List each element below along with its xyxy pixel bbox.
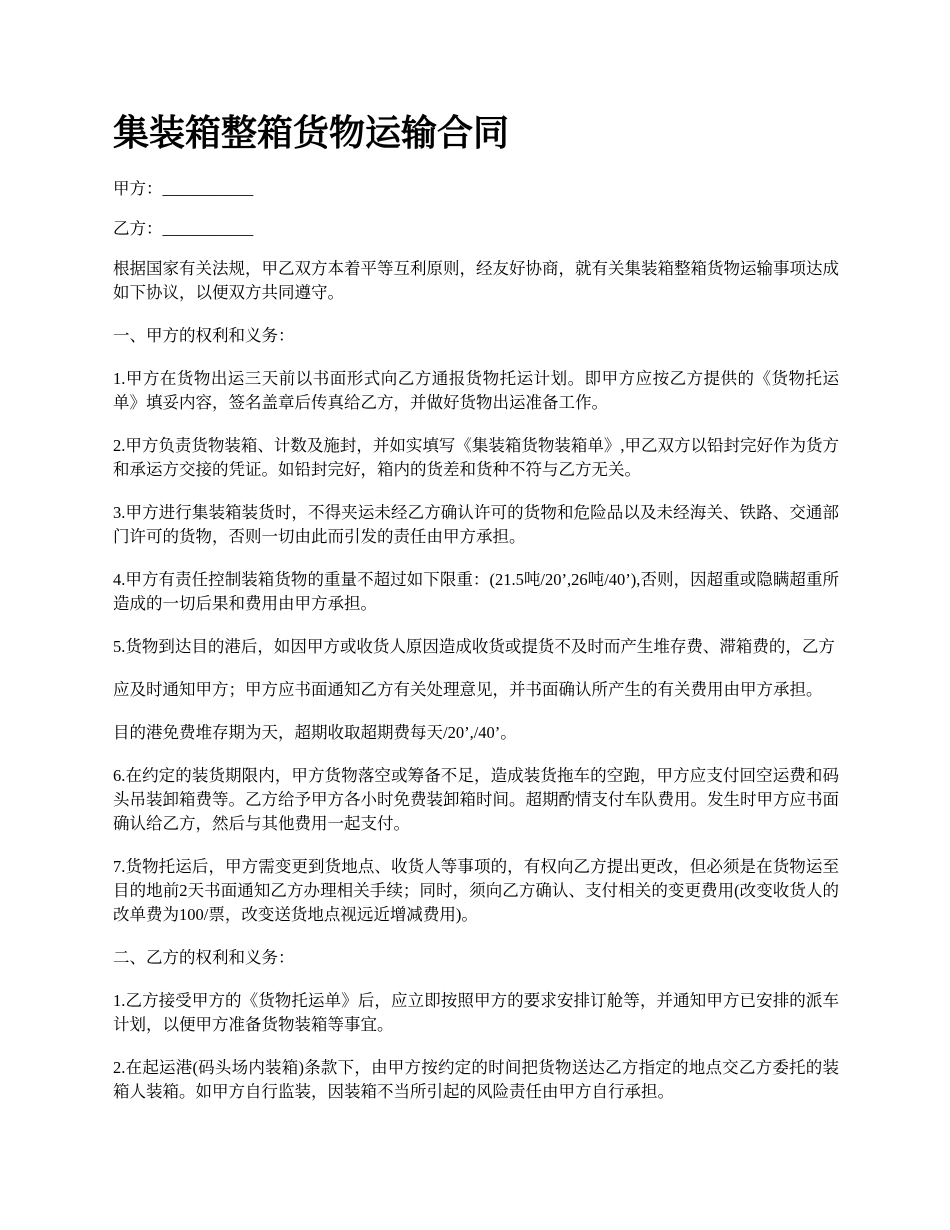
- section-1-free-storage-note: 目的港免费堆存期为天，超期收取超期费每天/20’,/40’。: [113, 723, 517, 742]
- section-1-item-4: 4.甲方有责任控制装箱货物的重量不超过如下限重：(21.5吨/20’,26吨/40’),否则，因超重或隐瞒超重所造成的一切后果和费用由甲方承担。: [113, 570, 839, 613]
- party-a-line: 甲方：___________: [113, 179, 254, 198]
- party-b-line: 乙方：___________: [113, 219, 254, 238]
- section-2-item-2: 2.在起运港(码头场内装箱)条款下，由甲方按约定的时间把货物送达乙方指定的地点交乙方委托的装箱人装箱。如甲方自行监装，因装箱不当所引起的风险责任由甲方自行承担。: [113, 1058, 839, 1101]
- section-1-item-5-continued: 应及时通知甲方；甲方应书面通知乙方有关处理意见，并书面确认所产生的有关费用由甲方承担。: [113, 680, 823, 699]
- section-2-item-1: 1.乙方接受甲方的《货物托运单》后，应立即按照甲方的要求安排订舱等，并通知甲方已安排的派车计划，以便甲方准备货物装箱等事宜。: [113, 991, 839, 1034]
- section-1-item-7: 7.货物托运后，甲方需变更到货地点、收货人等事项的，有权向乙方提出更改，但必须是在货物运至目的地前2天书面通知乙方办理相关手续；同时，须向乙方确认、支付相关的变更费用(改变收货人的改单费为100/票，改变送货地点视远近增减费用)。: [113, 857, 839, 924]
- document-title: 集装箱整箱货物运输合同: [113, 112, 510, 153]
- section-1-item-6: 6.在约定的装货期限内，甲方货物落空或筹备不足，造成装货拖车的空跑，甲方应支付回空运费和码头吊装卸箱费等。乙方给予甲方各小时免费装卸箱时间。超期酌情支付车队费用。发生时甲方应书面确认给乙方，然后与其他费用一起支付。: [113, 766, 839, 833]
- document-body: [113, 177, 839, 1123]
- section-1-item-1: 1.甲方在货物出运三天前以书面形式向乙方通报货物托运计划。即甲方应按乙方提供的《货物托运单》填妥内容，签名盖章后传真给乙方，并做好货物出运准备工作。: [113, 369, 839, 412]
- section-2-heading: 二、乙方的权利和义务：: [113, 948, 295, 967]
- section-1-item-5: 5.货物到达目的港后，如因甲方或收货人原因造成收货或提货不及时而产生堆存费、滞箱费的，乙方: [113, 637, 835, 656]
- section-1-heading: 一、甲方的权利和义务：: [113, 326, 295, 345]
- section-1-item-3: 3.甲方进行集装箱装货时，不得夹运未经乙方确认许可的货物和危险品以及未经海关、铁路、交通部门许可的货物，否则一切由此而引发的责任由甲方承担。: [113, 503, 839, 546]
- section-1-item-2: 2.甲方负责货物装箱、计数及施封，并如实填写《集装箱货物装箱单》,甲乙双方以铅封完好作为货方和承运方交接的凭证。如铅封完好，箱内的货差和货种不符与乙方无关。: [113, 436, 839, 479]
- intro-paragraph: 根据国家有关法规，甲乙双方本着平等互利原则，经友好协商，就有关集装箱整箱货物运输事项达成如下协议，以便双方共同遵守。: [113, 259, 839, 302]
